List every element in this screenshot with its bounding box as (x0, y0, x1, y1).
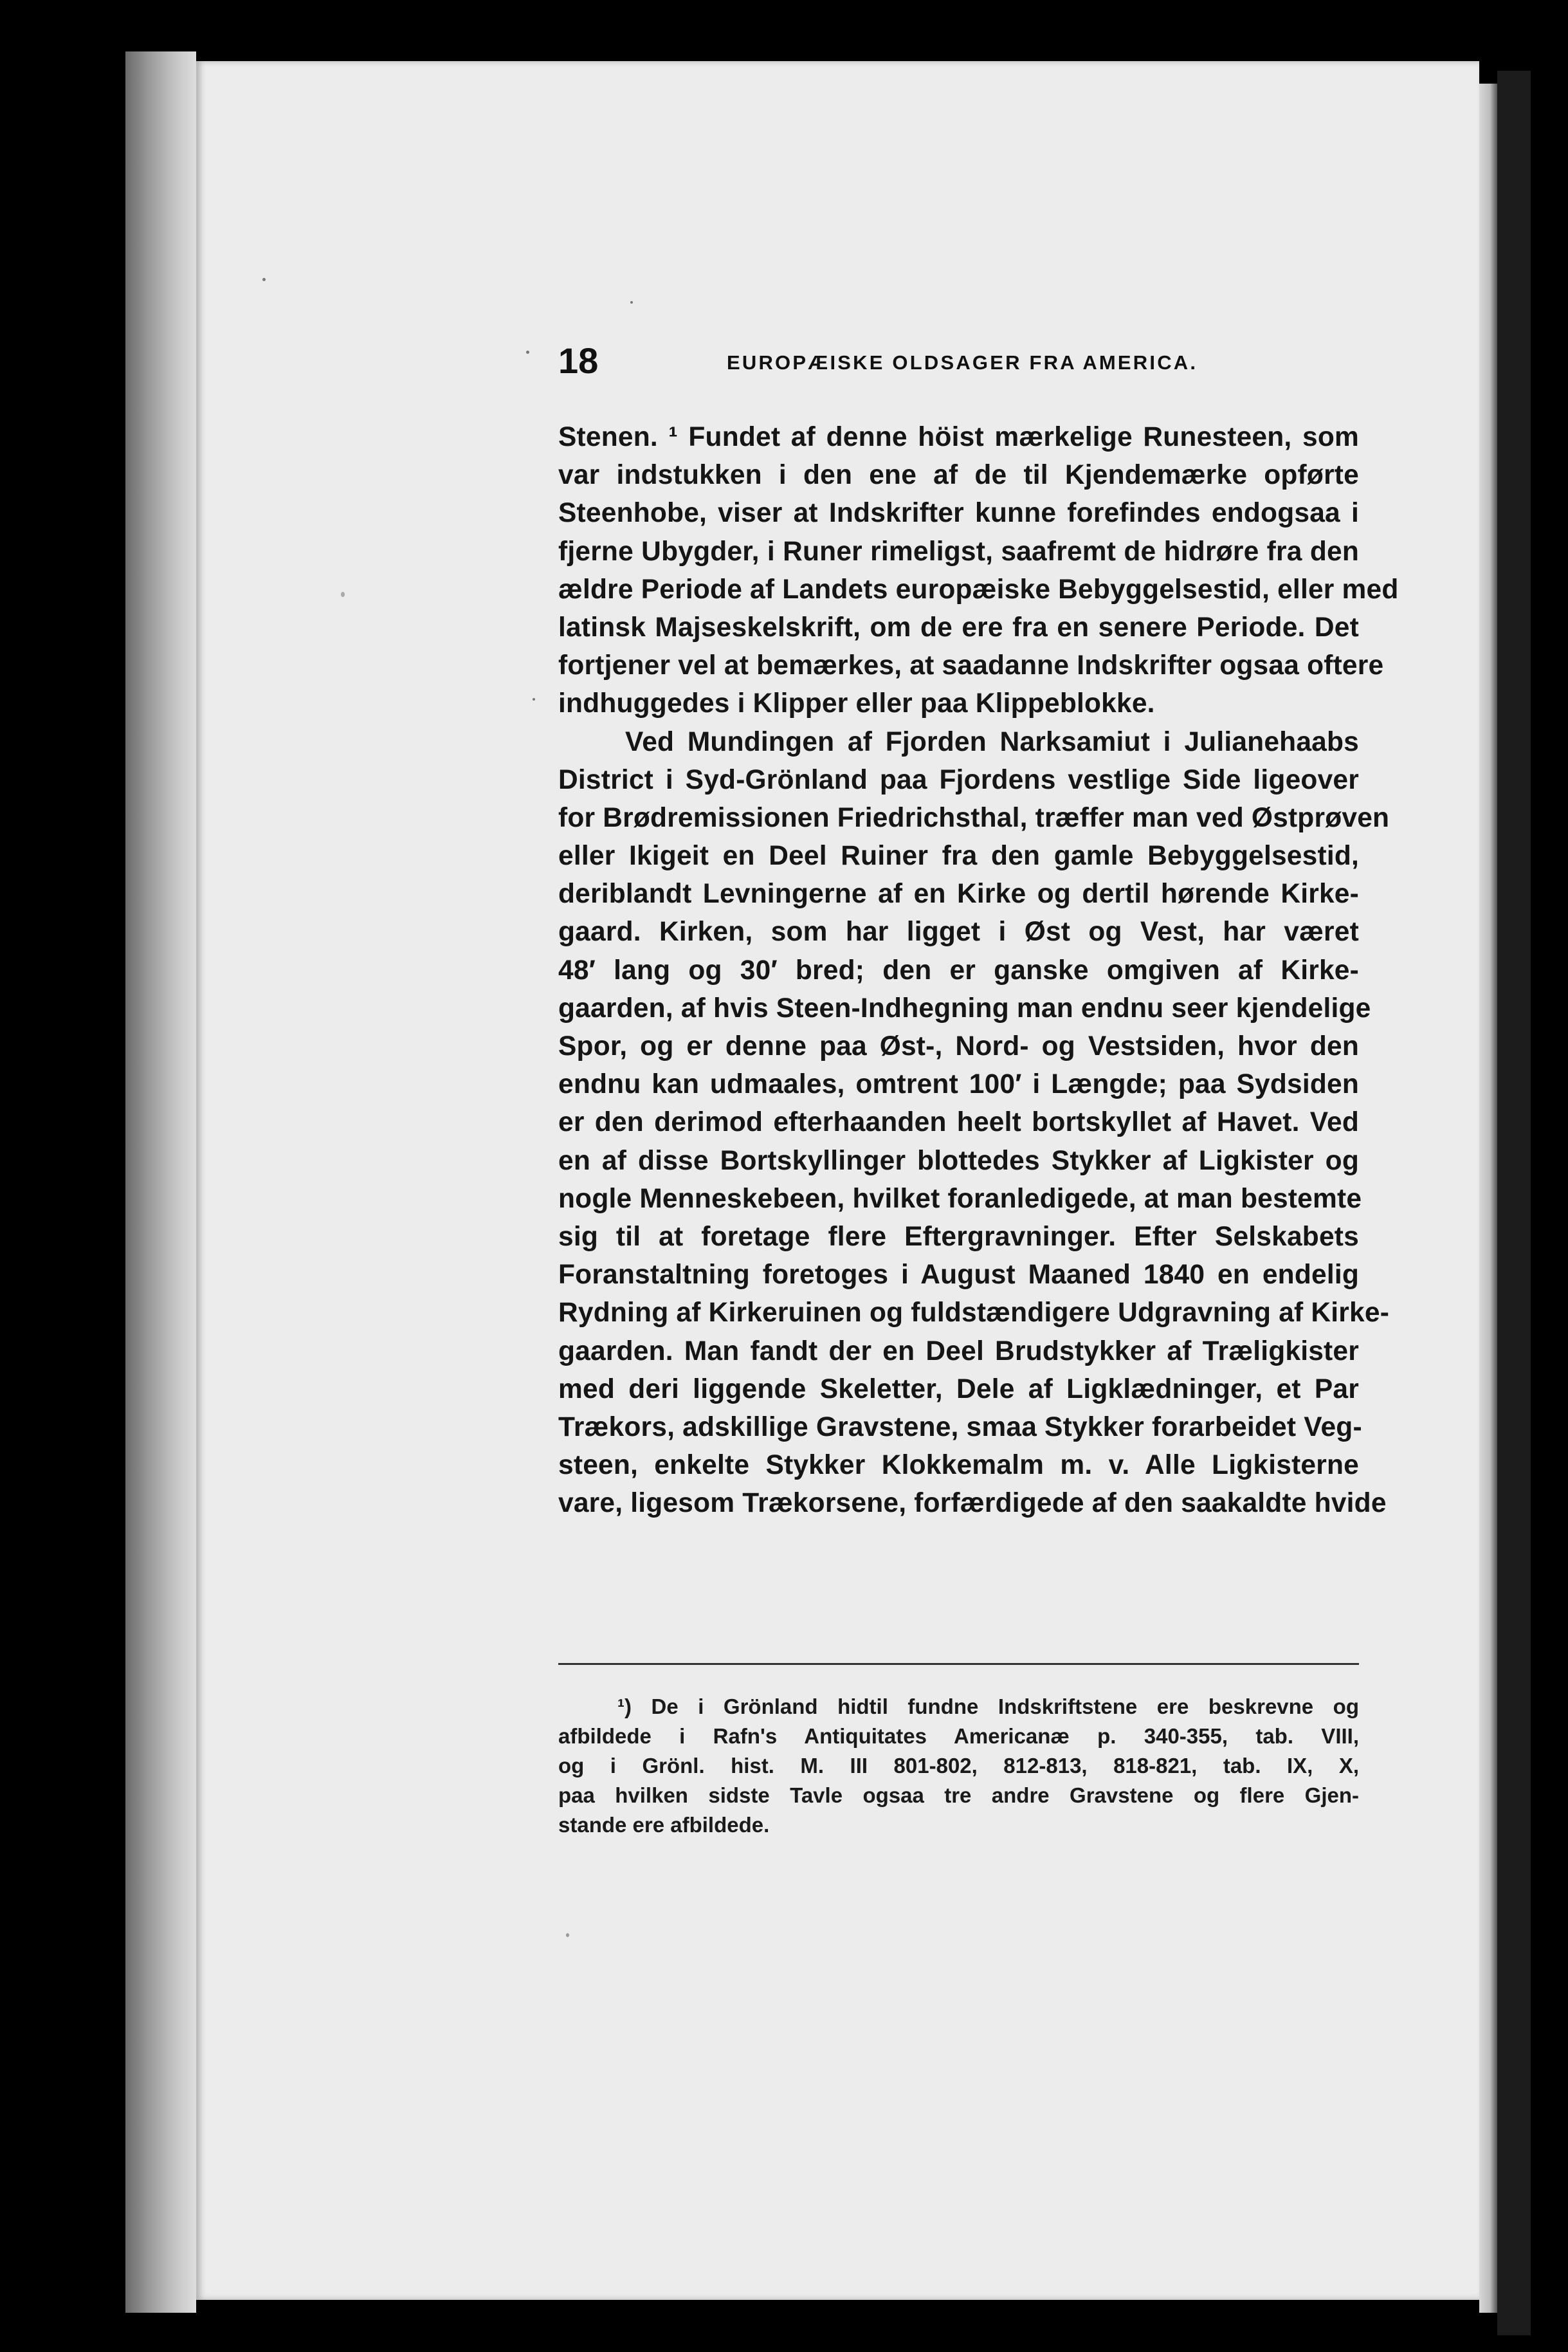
text-line: Spor, og er denne paa Øst-, Nord- og Vestsiden, hvor den (558, 1031, 1359, 1061)
text-line: var indstukken i den ene af de til Kjendemærke opførte (558, 460, 1359, 491)
text-line: Foranstaltning foretoges i August Maaned 1840 en endelig (558, 1260, 1359, 1291)
footnote-line: afbildede i Rafn's Antiquitates Americanæ p. 340-355, tab. VIII, (558, 1724, 1359, 1748)
text-line: Trækors, adskillige Gravstene, smaa Stykker forarbeidet Veg- (558, 1411, 1362, 1442)
text-line: for Brødremissionen Friedrichsthal, træffer man ved Østprøven (558, 802, 1390, 833)
footnote-line: og i Grönl. hist. M. III 801-802, 812-813, 818-821, tab. IX, X, (558, 1754, 1359, 1778)
text-line: vare, ligesom Trækorsene, forfærdigede af den saakaldte hvide (558, 1488, 1387, 1519)
running-title: EUROPÆISKE OLDSAGER FRA AMERICA. (727, 351, 1198, 374)
running-head (558, 340, 1201, 385)
footnote-line: ¹) De i Grönland hidtil fundne Indskriftstene ere beskrevne og (617, 1695, 1359, 1718)
footnote-line: paa hvilken sidste Tavle ogsaa tre andre Gravstene og flere Gjen- (558, 1783, 1359, 1807)
text-line: deriblandt Levningerne af en Kirke og dertil hørende Kirke- (558, 879, 1359, 910)
text-line: fortjener vel at bemærkes, at saadanne Indskrifter ogsaa oftere (558, 650, 1384, 681)
footnote-line: stande ere afbildede. (558, 1813, 770, 1837)
text-line: fjerne Ubygder, i Runer rimeligst, saafremt de hidrøre fra den (558, 536, 1359, 567)
scan-speck (526, 351, 529, 354)
text-line: endnu kan udmaales, omtrent 100′ i Længde; paa Sydsiden (558, 1069, 1359, 1100)
body-text (558, 418, 1399, 1522)
footnotes (558, 1692, 1359, 1840)
text-line: 48′ lang og 30′ bred; den er ganske omgiven af Kirke- (558, 955, 1359, 986)
text-line: gaard. Kirken, som har ligget i Øst og Vest, har været (558, 917, 1359, 948)
scan-speck (262, 278, 266, 281)
text-line: med deri liggende Skeletter, Dele af Ligklædninger, et Par (558, 1374, 1359, 1404)
scan-speck (566, 1933, 569, 1937)
text-line: Steenhobe, viser at Indskrifter kunne forefindes endogsaa i (558, 498, 1359, 529)
scan-speck (533, 698, 535, 701)
page-edge (1479, 84, 1497, 2313)
text-line: Stenen. ¹ Fundet af denne höist mærkelige Runesteen, som (558, 422, 1359, 452)
text-line: District i Syd-Grönland paa Fjordens vestlige Side ligeover (558, 764, 1359, 795)
scan-margin (1497, 71, 1531, 2335)
text-line: en af disse Bortskyllinger blottedes Stykker af Ligkister og (558, 1145, 1359, 1176)
text-line: ældre Periode af Landets europæiske Bebyggelsestid, eller med (558, 574, 1399, 605)
text-line: gaarden, af hvis Steen-Indhegning man endnu seer kjendelige (558, 993, 1371, 1024)
text-line: Ved Mundingen af Fjorden Narksamiut i Julianehaabs (625, 726, 1359, 757)
scan-speck (341, 592, 345, 597)
page-number: 18 (558, 340, 599, 381)
text-line: gaarden. Man fandt der en Deel Brudstykker af Træligkister (558, 1336, 1359, 1366)
scan-speck (630, 301, 633, 304)
footnote-rule (558, 1663, 1359, 1665)
text-line: er den derimod efterhaanden heelt bortskyllet af Havet. Ved (558, 1107, 1359, 1138)
text-line: indhuggedes i Klipper eller paa Klippeblokke. (558, 688, 1155, 719)
text-line: sig til at foretage flere Eftergravninger. Efter Selskabets (558, 1221, 1359, 1252)
text-line: Rydning af Kirkeruinen og fuldstændigere Udgravning af Kirke- (558, 1298, 1390, 1328)
text-line: latinsk Majseskelskrift, om de ere fra en senere Periode. Det (558, 612, 1359, 643)
text-line: nogle Menneskebeen, hvilket foranledigede, at man bestemte (558, 1183, 1362, 1214)
book-spine (125, 51, 196, 2313)
text-line: steen, enkelte Stykker Klokkemalm m. v. Alle Ligkisterne (558, 1450, 1359, 1481)
text-line: eller Ikigeit en Deel Ruiner fra den gamle Bebyggelsestid, (558, 841, 1359, 872)
